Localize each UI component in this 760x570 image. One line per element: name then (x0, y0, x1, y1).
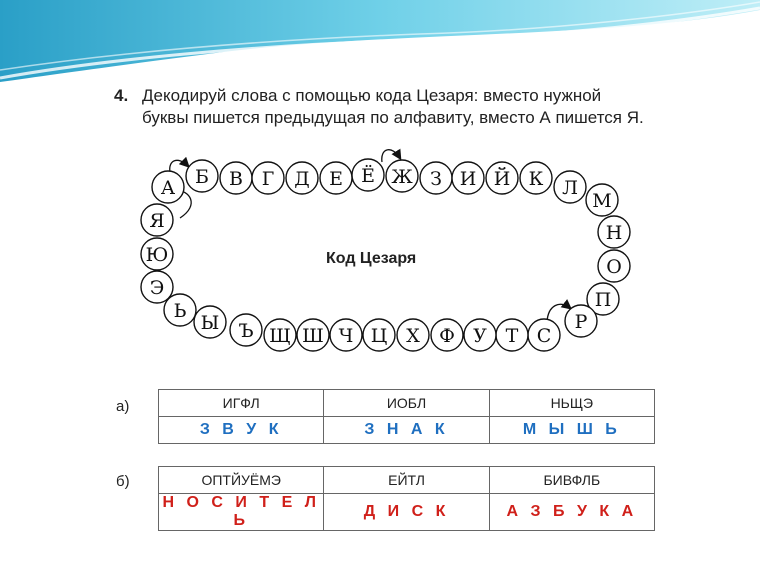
alphabet-letter-circle (330, 319, 362, 351)
alphabet-letter: Б (195, 166, 209, 188)
alphabet-letter-circle (598, 216, 630, 248)
alphabet-letter: Э (149, 277, 165, 299)
alphabet-letter-circle (194, 306, 226, 338)
alphabet-letter: Ж (391, 166, 413, 188)
encoded-word: ЕЙТЛ (324, 467, 489, 494)
alphabet-letter-circle (320, 162, 352, 194)
alphabet-letter: З (430, 168, 442, 190)
task-number: 4. (114, 86, 129, 105)
alphabet-letter-circle (520, 162, 552, 194)
task-line-1: Декодируй слова с помощью кода Цезаря: вместо нужной (142, 86, 602, 105)
decoded-word: М Ы Ш Ь (522, 421, 621, 438)
alphabet-letter-circle (264, 319, 296, 351)
alphabet-letter: Ф (439, 325, 455, 347)
alphabet-letter-circle (598, 250, 630, 282)
alphabet-letter: Я (149, 210, 165, 232)
task-line-2: буквы пишется предыдущая по алфавиту, вместо А пишется Я. (142, 108, 644, 127)
alphabet-letter-circle (352, 159, 384, 191)
alphabet-letter: Н (605, 222, 623, 244)
decoded-word: А З Б У К А (506, 503, 638, 520)
alphabet-letter: С (536, 325, 552, 347)
alphabet-letter: М (592, 190, 612, 212)
alphabet-letter: Ё (361, 165, 375, 187)
alphabet-letter-circle (496, 319, 528, 351)
alphabet-letter-circle (252, 162, 284, 194)
alphabet-letter-circle (420, 162, 452, 194)
alphabet-letter: В (229, 168, 243, 190)
alphabet-letter-circle (141, 238, 173, 270)
encoded-word: ОПТЙУЁМЭ (159, 467, 324, 494)
section-b-table (158, 466, 655, 531)
arrow-a-to-b (170, 160, 188, 172)
alphabet-letter: П (594, 289, 612, 311)
alphabet-letter: Е (329, 168, 343, 190)
alphabet-letter: Й (493, 168, 511, 190)
section-a-table (158, 389, 655, 444)
alphabet-letter: У (473, 325, 487, 347)
alphabet-letter: Ш (302, 325, 324, 347)
alphabet-letter: Ь (173, 300, 187, 322)
section-b-label: б) (116, 473, 130, 490)
alphabet-letter-circle (565, 305, 597, 337)
encoded-word: ИГФЛ (159, 390, 324, 417)
decoded-word: Н О С И Т Е Л Ь (162, 494, 320, 529)
alphabet-letter-circle (186, 160, 218, 192)
alphabet-letter-circle (230, 314, 262, 346)
alphabet-letter: Р (574, 311, 588, 333)
alphabet-letter-circle (152, 171, 184, 203)
decoded-word: З Н А К (364, 421, 449, 438)
alphabet-letter-circle (220, 162, 252, 194)
alphabet-letter: К (528, 168, 544, 190)
alphabet-letter: Х (406, 325, 420, 347)
alphabet-letter-circle (528, 319, 560, 351)
alphabet-letter: Д (294, 168, 310, 190)
alphabet-letter: Л (562, 177, 578, 199)
alphabet-letter: О (606, 256, 622, 278)
decoded-word: Д И С К (363, 503, 450, 520)
alphabet-letter-circle (286, 162, 318, 194)
alphabet-letter: Щ (269, 325, 291, 347)
decoded-word: З В У К (199, 421, 283, 438)
encoded-word: ИОБЛ (324, 390, 489, 417)
alphabet-letter-circle (363, 319, 395, 351)
encoded-word: БИВФЛБ (489, 467, 654, 494)
alphabet-letter-circle (141, 271, 173, 303)
alphabet-letter-circle (452, 162, 484, 194)
alphabet-letter-circle (586, 184, 618, 216)
alphabet-letter-circle (397, 319, 429, 351)
alphabet-letter: А (160, 177, 176, 199)
alphabet-letter-circle (464, 319, 496, 351)
alphabet-letter: Г (261, 168, 275, 190)
alphabet-letter: И (459, 168, 477, 190)
encoded-word: НЬЩЭ (489, 390, 654, 417)
alphabet-letter: Ъ (238, 320, 254, 342)
alphabet-letter-circle (486, 162, 518, 194)
alphabet-letter: Т (505, 325, 519, 347)
alphabet-letter: Ы (200, 312, 220, 334)
alphabet-letter: Ч (338, 325, 354, 347)
alphabet-letter: Ц (370, 325, 388, 347)
alphabet-letter-circle (297, 319, 329, 351)
section-a-label: а) (116, 398, 130, 415)
alphabet-letter-circle (431, 319, 463, 351)
alphabet-letter-circle (554, 171, 586, 203)
alphabet-letter: Ю (145, 244, 169, 266)
alphabet-letter-circle (141, 204, 173, 236)
alphabet-letter-circle (386, 160, 418, 192)
cipher-title: Код Цезаря (326, 250, 417, 267)
